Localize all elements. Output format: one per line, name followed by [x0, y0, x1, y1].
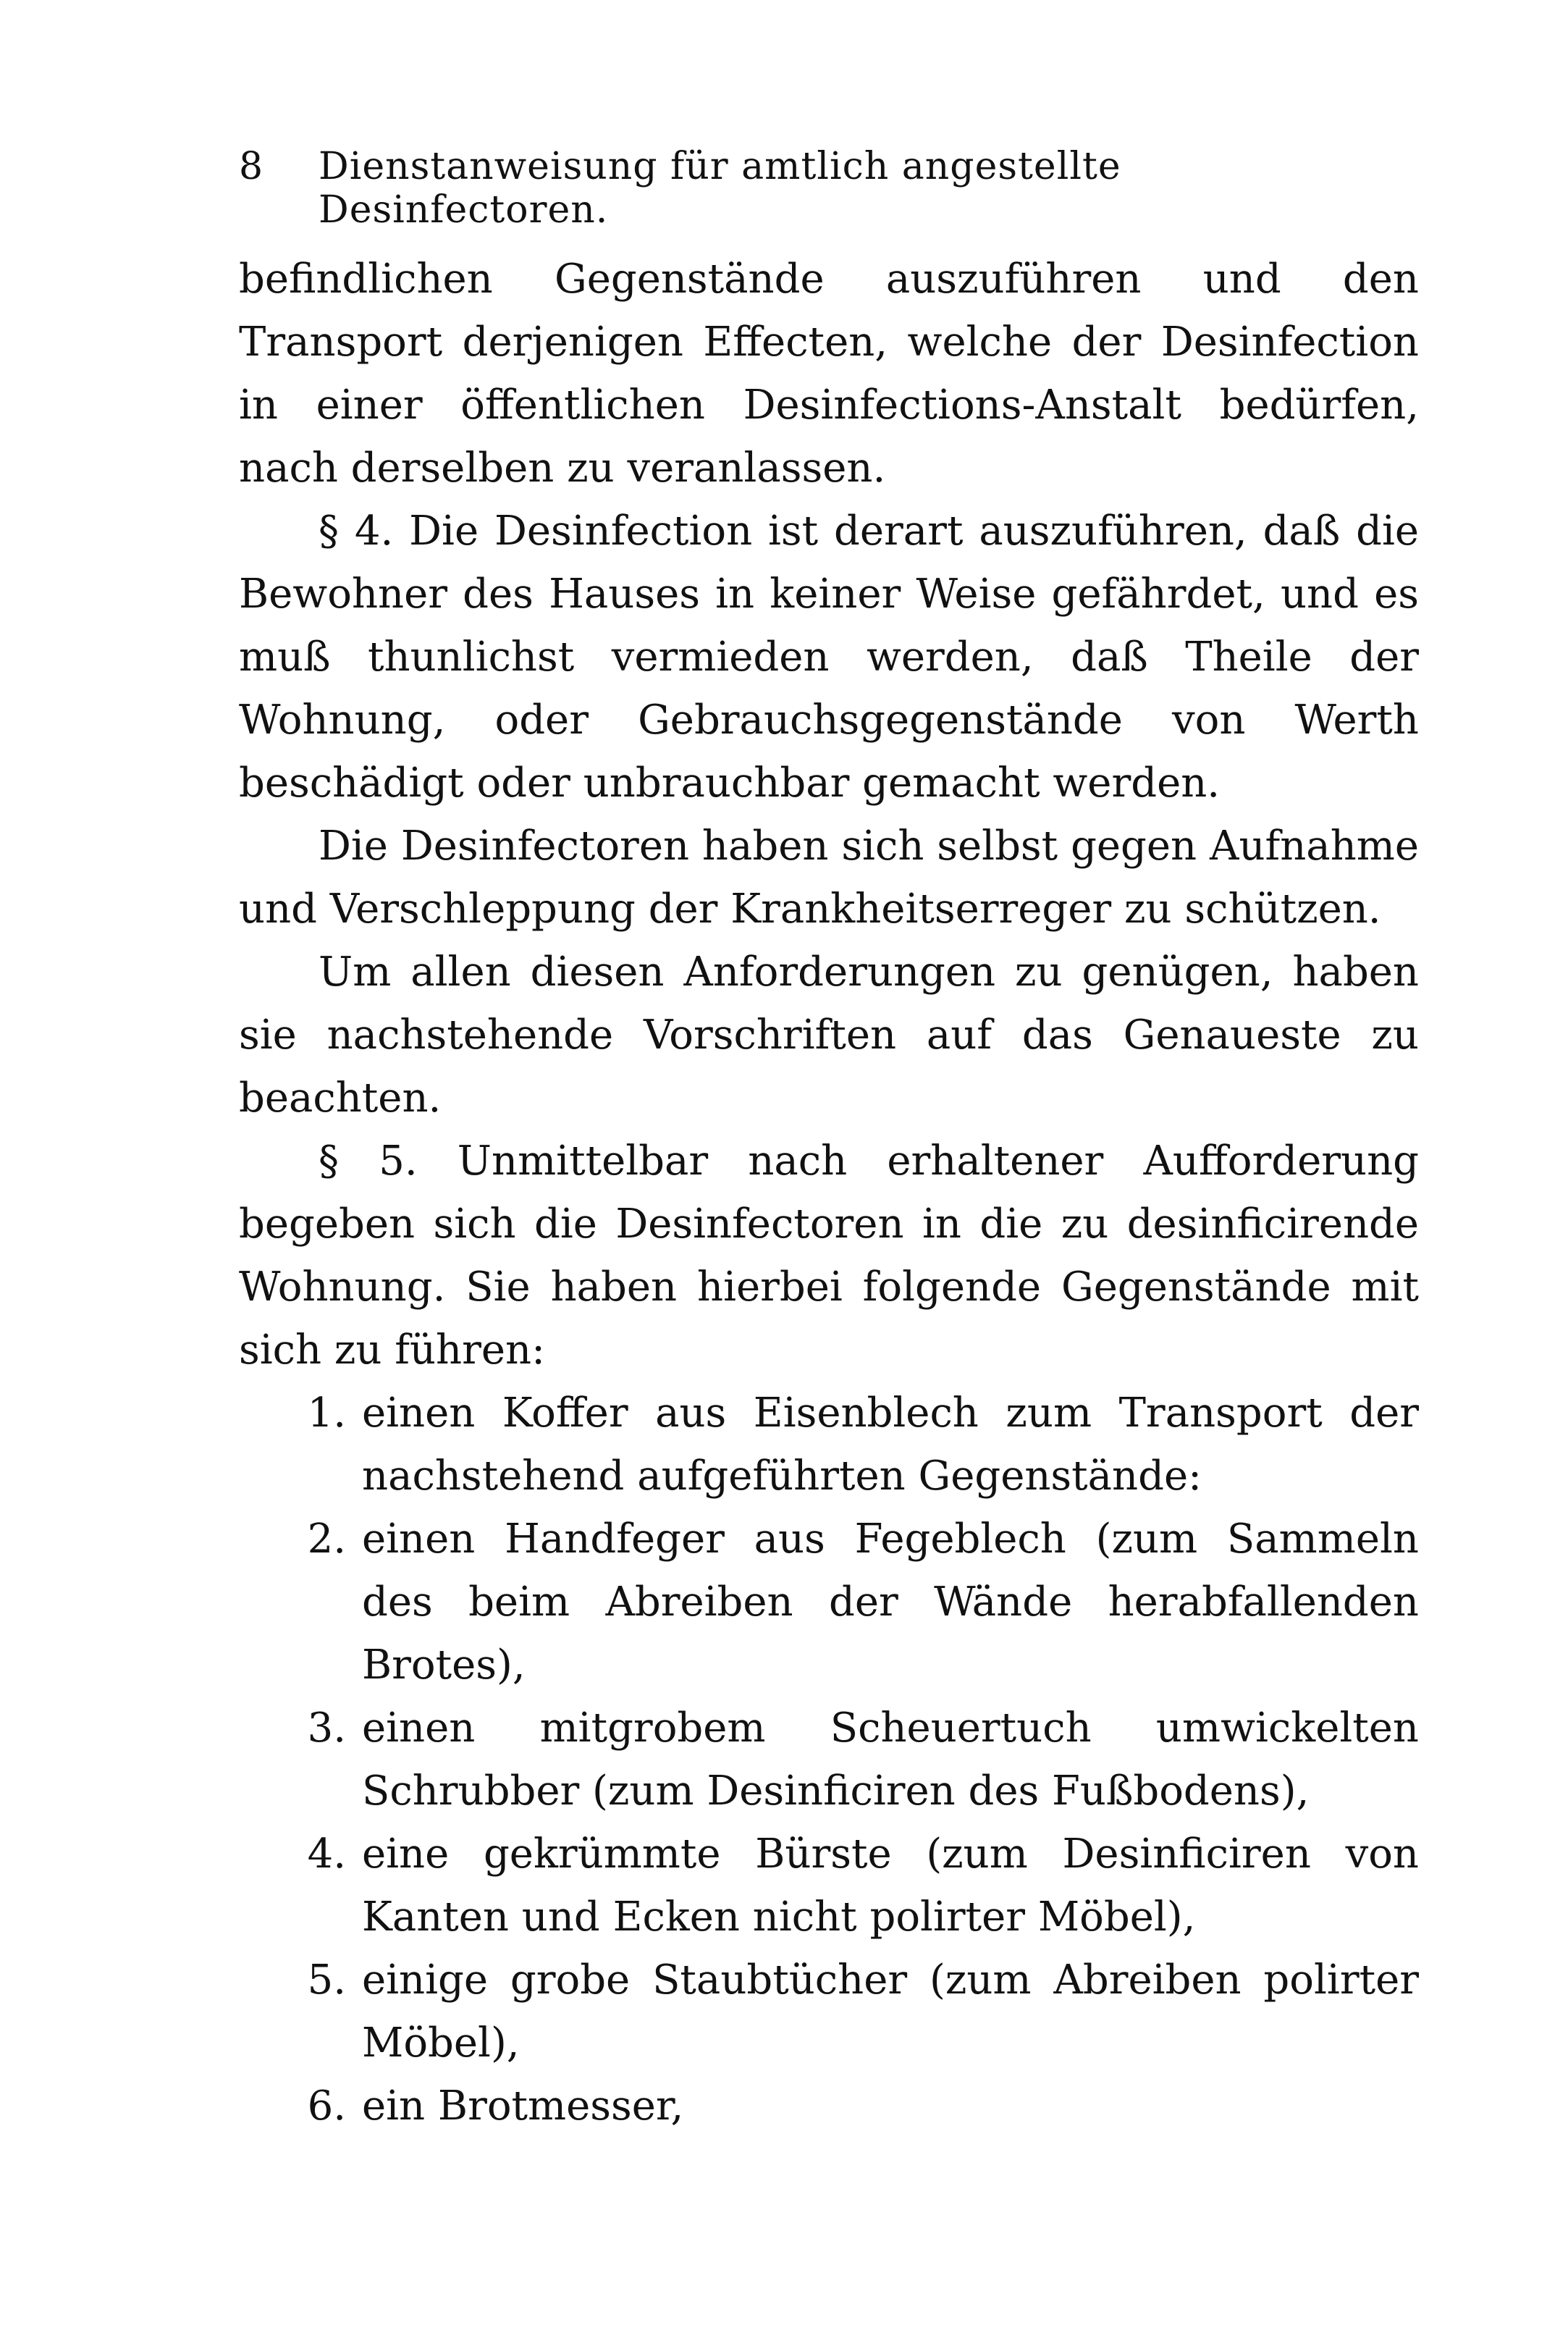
body-text	[239, 248, 1419, 2138]
list-item-text: einen mitgrobem Scheuertuch umwickelten Schrubber (zum Desinficiren des Fußbodens),	[362, 1705, 1419, 1815]
list-item	[239, 1508, 1419, 1697]
page-number: 8	[239, 145, 264, 188]
list-item-number: 4.	[307, 1831, 346, 1878]
paragraph-continuation: befindlichen Gegenstände auszuführen und den Transport derjenigen Effecten, welche der Desinfection in einer öffentlichen Desinfections-Anstalt bedürfen, nach derselben zu veranlassen.	[239, 256, 1419, 492]
paragraph-section-4: § 4. Die Desinfection ist derart auszuführen, daß die Bewohner des Hauses in keiner Weise gefährdet, und es muß thunlichst vermieden werden, daß Theile der Wohnung, oder Gebrauchsgegenstände von Werth beschädigt oder unbrauchbar gemacht werden.	[239, 508, 1419, 807]
list-item-text: eine gekrümmte Bürste (zum Desinficiren von Kanten und Ecken nicht polirter Möbel),	[362, 1831, 1419, 1941]
list-item	[239, 1697, 1419, 1823]
running-title: Dienstanweisung für amtlich angestellte Desinfectoren.	[319, 145, 1121, 232]
page-header	[239, 145, 1419, 232]
equipment-list	[239, 1382, 1419, 2138]
list-item	[239, 1949, 1419, 2075]
list-item-number: 2.	[307, 1516, 346, 1563]
list-item	[239, 2075, 1419, 2138]
paragraph-self-protection: Die Desinfectoren haben sich selbst gegen Aufnahme und Verschleppung der Krankheitserreger zu schützen.	[239, 823, 1419, 933]
list-item-text: ein Brotmesser,	[362, 2083, 684, 2130]
paragraph-section-5: § 5. Unmittelbar nach erhaltener Aufforderung begeben sich die Desinfectoren in die zu desinficirende Wohnung. Sie haben hierbei folgende Gegenstände mit sich zu führen:	[239, 1138, 1419, 1374]
list-item-number: 1.	[307, 1390, 346, 1437]
list-item-text: einen Handfeger aus Fegeblech (zum Sammeln des beim Abreiben der Wände herabfallenden Brotes),	[362, 1516, 1419, 1689]
list-item	[239, 1823, 1419, 1949]
paragraph-requirements: Um allen diesen Anforderungen zu genügen, haben sie nachstehende Vorschriften auf das Genaueste zu beachten.	[239, 949, 1419, 1122]
book-page	[239, 145, 1419, 2138]
list-item-number: 5.	[307, 1957, 346, 2004]
list-item-number: 3.	[307, 1705, 346, 1752]
list-item-text: einen Koffer aus Eisenblech zum Transport der nachstehend aufgeführten Gegenstände:	[362, 1390, 1419, 1500]
list-item-number: 6.	[307, 2083, 346, 2130]
list-item	[239, 1382, 1419, 1508]
list-item-text: einige grobe Staubtücher (zum Abreiben polirter Möbel),	[362, 1957, 1419, 2067]
